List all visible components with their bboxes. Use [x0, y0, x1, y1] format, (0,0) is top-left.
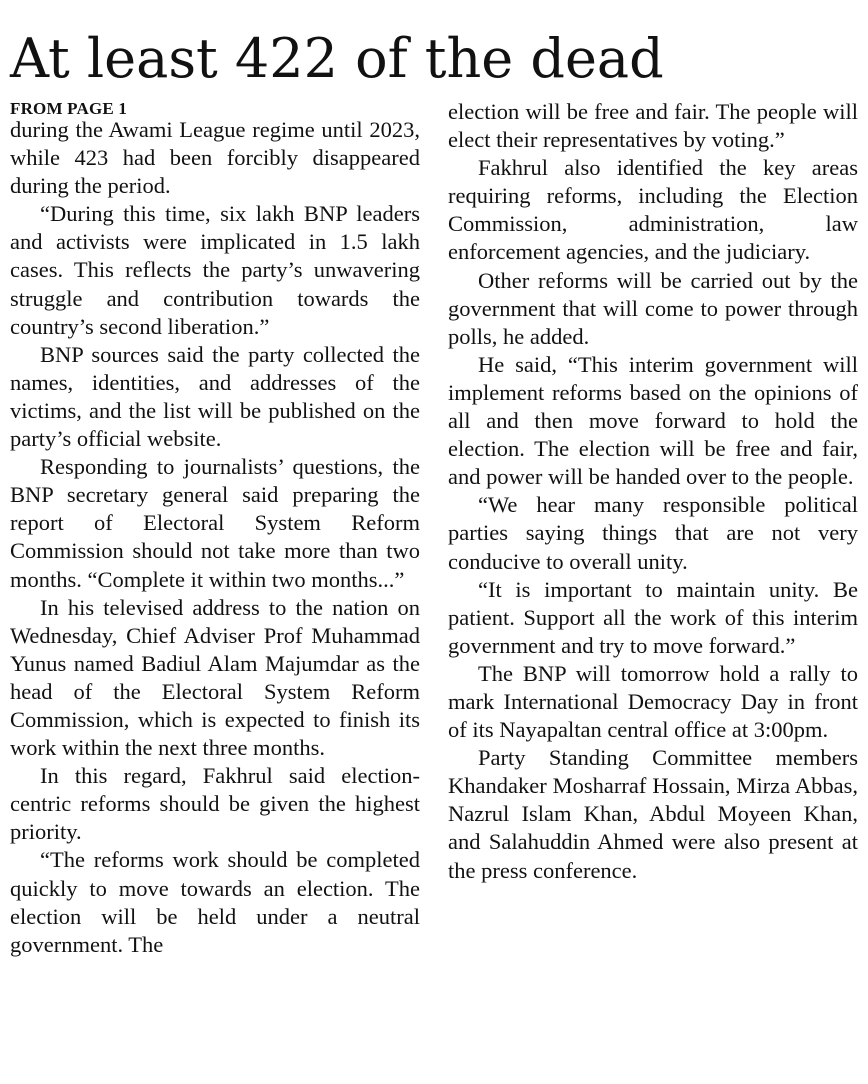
paragraph: The BNP will tomorrow hold a rally to mark International Democracy Day in front of its Nayapaltan central office at 3:00pm.: [448, 660, 858, 743]
paragraph: He said, “This interim government will implement reforms based on the opinions of all and then move forward to hold the election. The election will be free and fair, and power will be handed over to the people.: [448, 351, 858, 490]
paragraph: Responding to journalists’ questions, the BNP secretary general said preparing the report of Electoral System Reform Commission should not take more than two months. “Complete it within two months...”: [10, 454, 420, 592]
paragraph: during the Awami League regime until 2023, while 423 had been forcibly disappeared during the period.: [10, 117, 420, 199]
paragraph: Party Standing Committee members Khandaker Mosharraf Hossain, Mirza Abbas, Nazrul Islam Khan, Abdul Moyeen Khan, and Salahuddin Ahmed were also present at the press conference.: [448, 745, 858, 883]
paragraph: BNP sources said the party collected the names, identities, and addresses of the victims, and the list will be published on the party’s official website.: [10, 341, 420, 452]
paragraph: In his televised address to the nation on Wednesday, Chief Adviser Prof Muhammad Yunus named Badiul Alam Majumdar as the head of the Electoral System Reform Commission, which is expected to finish its work within the next three months.: [10, 594, 420, 761]
paragraph: Fakhrul also identified the key areas requiring reforms, including the Election Commission, administration, law enforcement agencies, and the judiciary.: [448, 155, 858, 265]
paragraph: In this regard, Fakhrul said election-centric reforms should be given the highest priority.: [10, 763, 420, 845]
article-column-right: [448, 98, 858, 885]
jump-kicker: FROM PAGE 1: [10, 99, 128, 118]
paragraph: election will be free and fair. The people will elect their representatives by voting.”: [448, 99, 858, 153]
paragraph: Other reforms will be carried out by the government that will come to power through polls, he added.: [448, 267, 858, 349]
paragraph: “We hear many responsible political parties saying things that are not very conducive to overall unity.: [448, 492, 858, 574]
paragraph: “It is important to maintain unity. Be patient. Support all the work of this interim government and try to move forward.”: [448, 576, 858, 658]
article-column-left: [10, 98, 420, 959]
headline: At least 422 of the dead: [10, 27, 664, 90]
paragraph: “During this time, six lakh BNP leaders and activists were implicated in 1.5 lakh cases. This reflects the party’s unwavering struggle and contribution towards the country’s second liberation.”: [10, 201, 420, 339]
paragraph: “The reforms work should be completed quickly to move towards an election. The election will be held under a neutral government. The: [10, 847, 420, 957]
